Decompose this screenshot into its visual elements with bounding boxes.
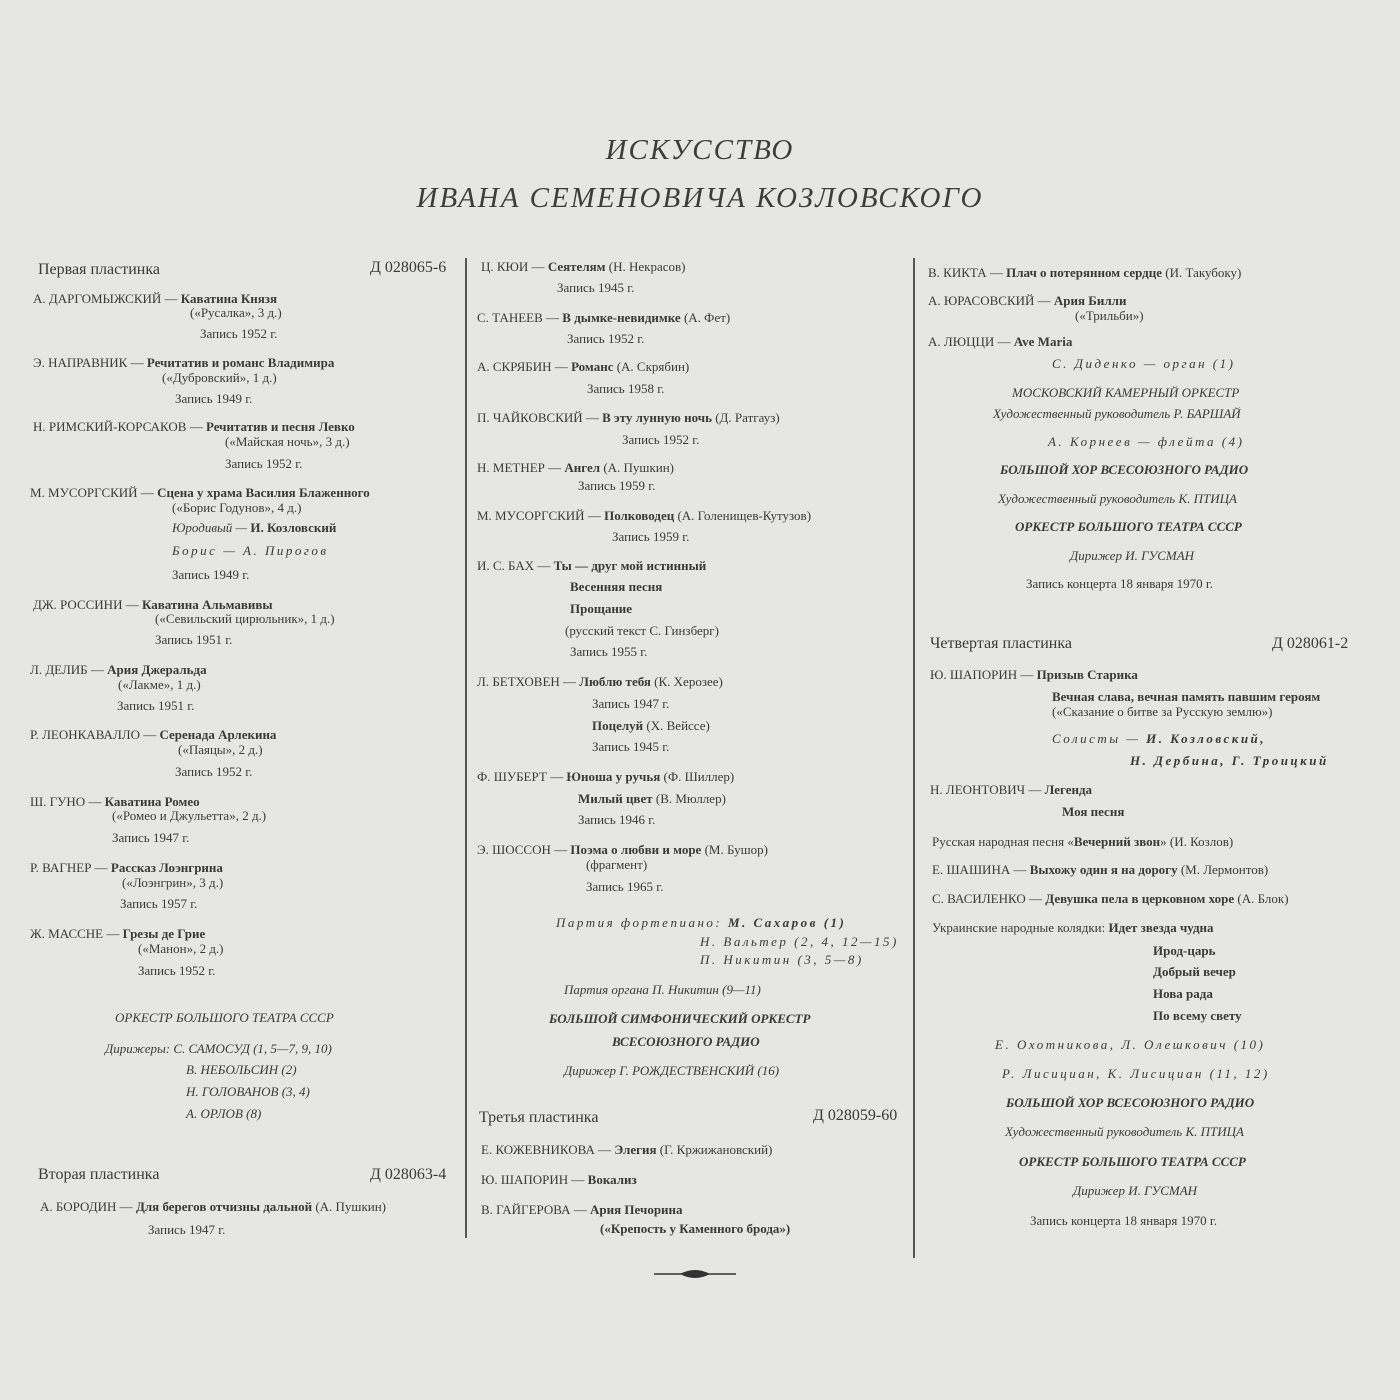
text-segment: (Н. Некрасов): [605, 259, 686, 274]
col2-line: [481, 1172, 637, 1188]
text-segment: Милый цвет: [578, 791, 653, 806]
text-segment: Третья пластинка: [479, 1109, 599, 1126]
col1-line: [38, 260, 160, 280]
text-segment: Поэма о любви и море: [570, 842, 702, 857]
col3-line: [1075, 308, 1144, 324]
text-segment: («Майская ночь», 3 д.): [225, 434, 350, 449]
text-segment: Н. ГОЛОВАНОВ (3, 4): [186, 1084, 310, 1099]
col2-line: [592, 739, 669, 755]
text-segment: А. ЮРАСОВСКИЙ —: [928, 293, 1054, 308]
col3-line: [930, 667, 1138, 683]
text-segment: Речитатив и романс Владимира: [146, 355, 335, 370]
text-segment: Полководец: [604, 508, 675, 523]
col1-line: [115, 1010, 334, 1026]
col2-line: [479, 1108, 598, 1128]
text-segment: (Ф. Шиллер): [660, 769, 735, 784]
text-segment: Запись 1957 г.: [120, 896, 198, 911]
text-segment: Борис — А. Пирогов: [172, 543, 329, 558]
text-segment: Запись 1965 г.: [586, 879, 664, 894]
text-segment: В. НЕБОЛЬСИН (2): [186, 1062, 297, 1077]
text-segment: Рассказ Лоэнгрина: [110, 860, 223, 875]
text-segment: (А. Скрябин): [613, 359, 690, 374]
text-segment: БОЛЬШОЙ ХОР ВСЕСОЮЗНОГО РАДИО: [1006, 1095, 1255, 1110]
text-segment: Е. КОЖЕВНИКОВА —: [481, 1142, 615, 1157]
col3-line: [1019, 1154, 1246, 1170]
text-segment: («Лакме», 1 д.): [118, 677, 201, 692]
text-segment: В. ГАЙГЕРОВА —: [481, 1202, 591, 1217]
col3-line: [928, 293, 1126, 309]
col3-line: [1153, 964, 1236, 980]
text-segment: Юродивый —: [172, 520, 251, 535]
text-segment: М. Сахаров (1): [727, 915, 847, 930]
text-segment: Э. ШОССОН —: [477, 842, 571, 857]
text-segment: Запись 1959 г.: [578, 478, 656, 493]
text-segment: Выхожу один я на дорогу: [1029, 862, 1178, 877]
col2-line: [481, 259, 685, 275]
text-segment: БОЛЬШОЙ СИМФОНИЧЕСКИЙ ОРКЕСТР: [549, 1011, 811, 1026]
col1-line: [172, 543, 329, 559]
text-segment: (К. Херозее): [650, 674, 723, 689]
col3-line: [932, 834, 1233, 850]
text-segment: А. Корнеев — флейта (4): [1048, 434, 1245, 449]
text-segment: Запись 1952 г.: [622, 432, 700, 447]
col3-line: [1073, 1183, 1197, 1199]
col2-line: [477, 310, 730, 326]
text-segment: Запись 1949 г.: [175, 391, 253, 406]
text-segment: (А. Голенищев-Кутузов): [674, 508, 812, 523]
text-segment: Партия фортепиано:: [556, 915, 728, 930]
text-segment: («Крепость у Каменного брода»): [600, 1221, 791, 1236]
text-segment: («Сказание о битве за Русскую землю»): [1052, 704, 1273, 719]
text-segment: («Дубровский», 1 д.): [162, 370, 277, 385]
col2-line: [564, 982, 761, 998]
column-divider-left: [465, 258, 467, 1238]
text-segment: Л. БЕТХОВЕН —: [477, 674, 580, 689]
col2-line: [477, 674, 723, 690]
col2-line: [481, 1142, 772, 1158]
col1-line: [105, 1041, 332, 1057]
text-segment: Романс: [571, 359, 614, 374]
col2-line: [592, 718, 710, 734]
text-segment: Запись 1945 г.: [592, 739, 670, 754]
text-segment: Запись концерта 18 января 1970 г.: [1026, 576, 1214, 591]
col2-line: [622, 432, 699, 448]
col2-line: [477, 460, 674, 476]
col3-line: [1153, 1008, 1242, 1024]
text-segment: Для берегов отчизны дальной: [135, 1199, 313, 1214]
text-segment: Ирод-царь: [1153, 943, 1216, 958]
col1-line: [155, 611, 335, 627]
text-segment: Идет звезда чудна: [1108, 920, 1214, 935]
text-segment: («Борис Годунов», 4 д.): [172, 500, 302, 515]
col2-line: [586, 857, 647, 873]
text-segment: Запись 1955 г.: [570, 644, 648, 659]
text-segment: С. ТАНЕЕВ —: [477, 310, 563, 325]
text-segment: Н. Вальтер (2, 4, 12—15): [700, 934, 899, 949]
col2-line: [612, 529, 689, 545]
text-segment: А. СКРЯБИН —: [477, 359, 572, 374]
text-segment: Е. ШАШИНА —: [932, 862, 1030, 877]
col2-line: [477, 410, 780, 426]
text-segment: Д 028059-60: [813, 1107, 898, 1124]
col3-line: [1002, 1066, 1270, 1082]
text-segment: ОРКЕСТР БОЛЬШОГО ТЕАТРА СССР: [115, 1010, 334, 1025]
col2-line: [565, 623, 719, 639]
col2-line: [586, 879, 663, 895]
col3-line: [1272, 634, 1348, 654]
text-segment: Дирижер И. ГУСМАН: [1070, 548, 1195, 563]
text-segment: Призыв Старика: [1036, 667, 1138, 682]
col2-line: [549, 1011, 810, 1027]
col1-line: [225, 456, 302, 472]
text-segment: Н. Дербина, Г. Троицкий: [1130, 753, 1329, 768]
text-segment: Ю. ШАПОРИН —: [930, 667, 1037, 682]
text-segment: В дымке-невидимке: [562, 310, 681, 325]
text-segment: Запись 1946 г.: [578, 812, 656, 827]
text-segment: Запись 1949 г.: [172, 567, 250, 582]
text-segment: Н. МЕТНЕР —: [477, 460, 565, 475]
col1-line: [190, 305, 282, 321]
text-segment: Вторая пластинка: [38, 1166, 160, 1183]
col2-line: [564, 1063, 779, 1079]
text-segment: Грезы де Грие: [122, 926, 206, 941]
col1-line: [172, 500, 301, 516]
col1-line: [172, 567, 249, 583]
col1-line: [186, 1106, 261, 1122]
col1-line: [30, 727, 276, 743]
col3-line: [1052, 689, 1320, 705]
col2-line: [477, 508, 811, 524]
text-segment: («Ромео и Джульетта», 2 д.): [112, 808, 267, 823]
text-segment: А. БОРОДИН —: [40, 1199, 136, 1214]
col3-line: [1012, 385, 1239, 401]
col2-line: [592, 696, 669, 712]
text-segment: С. ВАСИЛЕНКО —: [932, 891, 1046, 906]
text-segment: Ты — друг мой истинный: [553, 558, 707, 573]
text-segment: Плач о потерянном сердце: [1006, 265, 1162, 280]
col1-line: [148, 1222, 225, 1238]
col2-line: [477, 842, 768, 858]
text-segment: Запись 1952 г.: [175, 764, 253, 779]
col1-line: [117, 698, 194, 714]
col3-line: [998, 491, 1237, 507]
text-segment: Русская народная песня «: [932, 834, 1074, 849]
text-segment: Нова рада: [1153, 986, 1213, 1001]
text-segment: (М. Бушор): [701, 842, 768, 857]
col1-line: [30, 926, 205, 942]
text-segment: Запись 1952 г.: [225, 456, 303, 471]
col1-line: [118, 677, 201, 693]
col1-line: [30, 662, 207, 678]
text-segment: Запись 1945 г.: [557, 280, 635, 295]
col3-line: [1030, 1213, 1217, 1229]
col3-line: [1000, 462, 1248, 478]
text-segment: И. Козловский: [250, 520, 337, 535]
text-segment: Серенада Арлекина: [159, 727, 277, 742]
col2-line: [700, 934, 899, 950]
text-segment: И. Козловский,: [1146, 731, 1267, 746]
text-segment: Сцена у храма Василия Блаженного: [157, 485, 370, 500]
text-segment: Запись 1952 г.: [138, 963, 216, 978]
col3-line: [1005, 1124, 1244, 1140]
text-segment: Юноша у ручья: [566, 769, 661, 784]
text-segment: Первая пластинка: [38, 261, 160, 278]
col2-line: [600, 1221, 790, 1237]
col3-line: [1048, 434, 1244, 450]
col3-line: [930, 634, 1072, 654]
col3-line: [930, 782, 1092, 798]
col1-line: [30, 485, 370, 501]
text-segment: » (И. Козлов): [1160, 834, 1234, 849]
text-segment: Художественный руководитель К. ПТИЦА: [998, 491, 1237, 506]
text-segment: (Х. Вейссе): [643, 718, 710, 733]
text-segment: (Д. Ратгауз): [711, 410, 780, 425]
text-segment: Запись 1951 г.: [117, 698, 195, 713]
text-segment: Р. Лисициан, К. Лисициан (11, 12): [1002, 1066, 1270, 1081]
text-segment: (А. Пушкин): [312, 1199, 387, 1214]
col1-line: [120, 896, 197, 912]
text-segment: (И. Такубоку): [1161, 265, 1242, 280]
text-segment: Д 028065-6: [370, 259, 447, 276]
text-segment: ОРКЕСТР БОЛЬШОГО ТЕАТРА СССР: [1019, 1154, 1246, 1169]
col1-line: [178, 742, 263, 758]
col2-line: [570, 601, 632, 617]
col3-line: [932, 920, 1214, 936]
col3-line: [1070, 548, 1194, 564]
text-segment: ДЖ. РОССИНИ —: [33, 597, 142, 612]
col2-line: [556, 915, 846, 931]
col1-line: [33, 419, 355, 435]
text-segment: А. ДАРГОМЫЖСКИЙ —: [33, 291, 181, 306]
text-segment: (А. Фет): [680, 310, 731, 325]
text-segment: Каватина Князя: [180, 291, 278, 306]
text-segment: Ария Билли: [1053, 293, 1127, 308]
page-title-line2: ИВАНА СЕМЕНОВИЧА КОЗЛОВСКОГО: [416, 182, 984, 214]
text-segment: Люблю тебя: [579, 674, 651, 689]
text-segment: Ж. МАССНЕ —: [30, 926, 123, 941]
col1-line: [38, 1165, 159, 1185]
text-segment: («Лоэнгрин», 3 д.): [122, 875, 224, 890]
col1-line: [172, 520, 336, 536]
text-segment: Вечная слава, вечная память павшим героям: [1052, 689, 1321, 704]
col1-line: [122, 875, 223, 891]
col3-line: [932, 891, 1289, 907]
col2-line: [477, 359, 689, 375]
text-segment: Ария Печорина: [590, 1202, 683, 1217]
text-segment: Н. ЛЕОНТОВИЧ —: [930, 782, 1045, 797]
text-segment: Весенняя песня: [570, 579, 663, 594]
col3-line: [993, 406, 1241, 422]
text-segment: Вечерний звон: [1073, 834, 1161, 849]
text-segment: Художественный руководитель К. ПТИЦА: [1005, 1124, 1244, 1139]
text-segment: Д 028061-2: [1272, 635, 1349, 652]
col1-line: [370, 258, 446, 278]
text-segment: Моя песня: [1062, 804, 1125, 819]
text-segment: Элегия: [614, 1142, 657, 1157]
col1-line: [33, 355, 334, 371]
text-segment: Ш. ГУНО —: [30, 794, 105, 809]
col1-line: [40, 1199, 386, 1215]
text-segment: Сеятелям: [547, 259, 606, 274]
text-segment: ВСЕСОЮЗНОГО РАДИО: [612, 1034, 760, 1049]
text-segment: Вокализ: [587, 1172, 637, 1187]
text-segment: ОРКЕСТР БОЛЬШОГО ТЕАТРА СССР: [1015, 519, 1242, 534]
text-segment: Запись 1947 г.: [592, 696, 670, 711]
col1-line: [138, 941, 224, 957]
col1-line: [155, 632, 232, 648]
text-segment: (Г. Кржижановский): [656, 1142, 773, 1157]
col3-line: [995, 1037, 1265, 1053]
text-segment: Н. РИМСКИЙ-КОРСАКОВ —: [33, 419, 206, 434]
text-segment: («Паяцы», 2 д.): [178, 742, 263, 757]
text-segment: Девушка пела в церковном хоре: [1045, 891, 1235, 906]
col3-line: [1130, 753, 1329, 769]
decorative-ornament-icon: [650, 1264, 740, 1284]
text-segment: Е. Охотникова, Л. Олешкович (10): [995, 1037, 1266, 1052]
text-segment: С. Диденко — орган (1): [1052, 356, 1236, 371]
text-segment: («Севильский цирюльник», 1 д.): [155, 611, 335, 626]
text-segment: Четвертая пластинка: [930, 635, 1072, 652]
text-segment: Каватина Альмавивы: [141, 597, 273, 612]
col3-line: [1153, 986, 1213, 1002]
text-segment: По всему свету: [1153, 1008, 1242, 1023]
text-segment: П. ЧАЙКОВСКИЙ —: [477, 410, 603, 425]
col2-line: [477, 769, 734, 785]
col3-line: [928, 265, 1241, 281]
col1-line: [225, 434, 350, 450]
col1-line: [370, 1165, 446, 1185]
text-segment: Украинские народные колядки:: [932, 920, 1109, 935]
col1-line: [30, 860, 223, 876]
col1-line: [112, 808, 266, 824]
text-segment: («Русалка», 3 д.): [190, 305, 282, 320]
col2-line: [481, 1202, 683, 1218]
text-segment: Солисты —: [1052, 731, 1147, 746]
text-segment: Э. НАПРАВНИК —: [33, 355, 147, 370]
text-segment: Речитатив и песня Левко: [205, 419, 355, 434]
text-segment: Запись 1947 г.: [148, 1222, 226, 1237]
col1-line: [186, 1084, 310, 1100]
text-segment: Запись 1958 г.: [587, 381, 665, 396]
col3-line: [932, 862, 1268, 878]
column-divider-right: [913, 258, 915, 1258]
text-segment: А. ЛЮЦЦИ —: [928, 334, 1014, 349]
text-segment: Запись концерта 18 января 1970 г.: [1030, 1213, 1218, 1228]
col2-line: [567, 331, 644, 347]
text-segment: М. МУСОРГСКИЙ —: [30, 485, 158, 500]
text-segment: П. Никитин (3, 5—8): [700, 952, 864, 967]
col1-line: [138, 963, 215, 979]
text-segment: (русский текст С. Гинзберг): [565, 623, 719, 638]
col3-line: [1015, 519, 1242, 535]
col2-line: [587, 381, 664, 397]
col1-line: [186, 1062, 297, 1078]
col2-line: [813, 1106, 897, 1126]
text-segment: (фрагмент): [586, 857, 648, 872]
text-segment: Партия органа П. Никитин (9—11): [564, 982, 761, 997]
page-title-line1: ИСКУССТВО: [605, 134, 795, 166]
text-segment: (В. Мюллер): [652, 791, 726, 806]
text-segment: («Манон», 2 д.): [138, 941, 224, 956]
text-segment: (А. Блок): [1234, 891, 1289, 906]
text-segment: Дирижер Г. РОЖДЕСТВЕНСКИЙ (16): [564, 1063, 780, 1078]
text-segment: В. КИКТА —: [928, 265, 1007, 280]
text-segment: Д 028063-4: [370, 1166, 447, 1183]
text-segment: Запись 1947 г.: [112, 830, 190, 845]
text-segment: А. ОРЛОВ (8): [186, 1106, 262, 1121]
text-segment: Художественный руководитель Р. БАРШАЙ: [993, 406, 1241, 421]
text-segment: Запись 1959 г.: [612, 529, 690, 544]
text-segment: (А. Пушкин): [600, 460, 675, 475]
col1-line: [175, 391, 252, 407]
text-segment: МОСКОВСКИЙ КАМЕРНЫЙ ОРКЕСТР: [1012, 385, 1240, 400]
col3-line: [1062, 804, 1124, 820]
col1-line: [112, 830, 189, 846]
text-segment: Л. ДЕЛИБ —: [30, 662, 108, 677]
text-segment: БОЛЬШОЙ ХОР ВСЕСОЮЗНОГО РАДИО: [1000, 462, 1249, 477]
text-segment: Ц. КЮИ —: [481, 259, 548, 274]
col3-line: [928, 334, 1072, 350]
text-segment: Ю. ШАПОРИН —: [481, 1172, 588, 1187]
col3-line: [1052, 356, 1235, 372]
text-segment: Дирижеры: С. САМОСУД (1, 5—7, 9, 10): [105, 1041, 332, 1056]
col3-line: [1153, 943, 1215, 959]
col2-line: [570, 644, 647, 660]
col1-line: [200, 326, 277, 342]
col2-line: [578, 791, 726, 807]
col3-line: [1006, 1095, 1254, 1111]
text-segment: («Трильби»): [1075, 308, 1144, 323]
col2-line: [570, 579, 662, 595]
col2-line: [700, 952, 864, 968]
text-segment: Каватина Ромео: [104, 794, 200, 809]
text-segment: Добрый вечер: [1153, 964, 1236, 979]
text-segment: Ангел: [564, 460, 601, 475]
text-segment: Ария Джеральда: [107, 662, 207, 677]
col3-line: [1052, 731, 1266, 747]
text-segment: Ave Maria: [1013, 334, 1073, 349]
text-segment: (М. Лермонтов): [1177, 862, 1269, 877]
col2-line: [557, 280, 634, 296]
text-segment: Легенда: [1044, 782, 1093, 797]
text-segment: В эту лунную ночь: [602, 410, 712, 425]
col2-line: [612, 1034, 760, 1050]
col1-line: [162, 370, 277, 386]
text-segment: Запись 1952 г.: [200, 326, 278, 341]
text-segment: Прощание: [570, 601, 633, 616]
text-segment: Р. ВАГНЕР —: [30, 860, 111, 875]
text-segment: Дирижер И. ГУСМАН: [1073, 1183, 1198, 1198]
text-segment: М. МУСОРГСКИЙ —: [477, 508, 605, 523]
text-segment: Р. ЛЕОНКАВАЛЛО —: [30, 727, 160, 742]
text-segment: Поцелуй: [592, 718, 644, 733]
text-segment: Ф. ШУБЕРТ —: [477, 769, 567, 784]
col1-line: [175, 764, 252, 780]
text-segment: Запись 1952 г.: [567, 331, 645, 346]
col2-line: [578, 812, 655, 828]
col3-line: [1026, 576, 1213, 592]
col2-line: [578, 478, 655, 494]
text-segment: И. С. БАХ —: [477, 558, 554, 573]
col2-line: [477, 558, 706, 574]
text-segment: Запись 1951 г.: [155, 632, 233, 647]
col3-line: [1052, 704, 1273, 720]
